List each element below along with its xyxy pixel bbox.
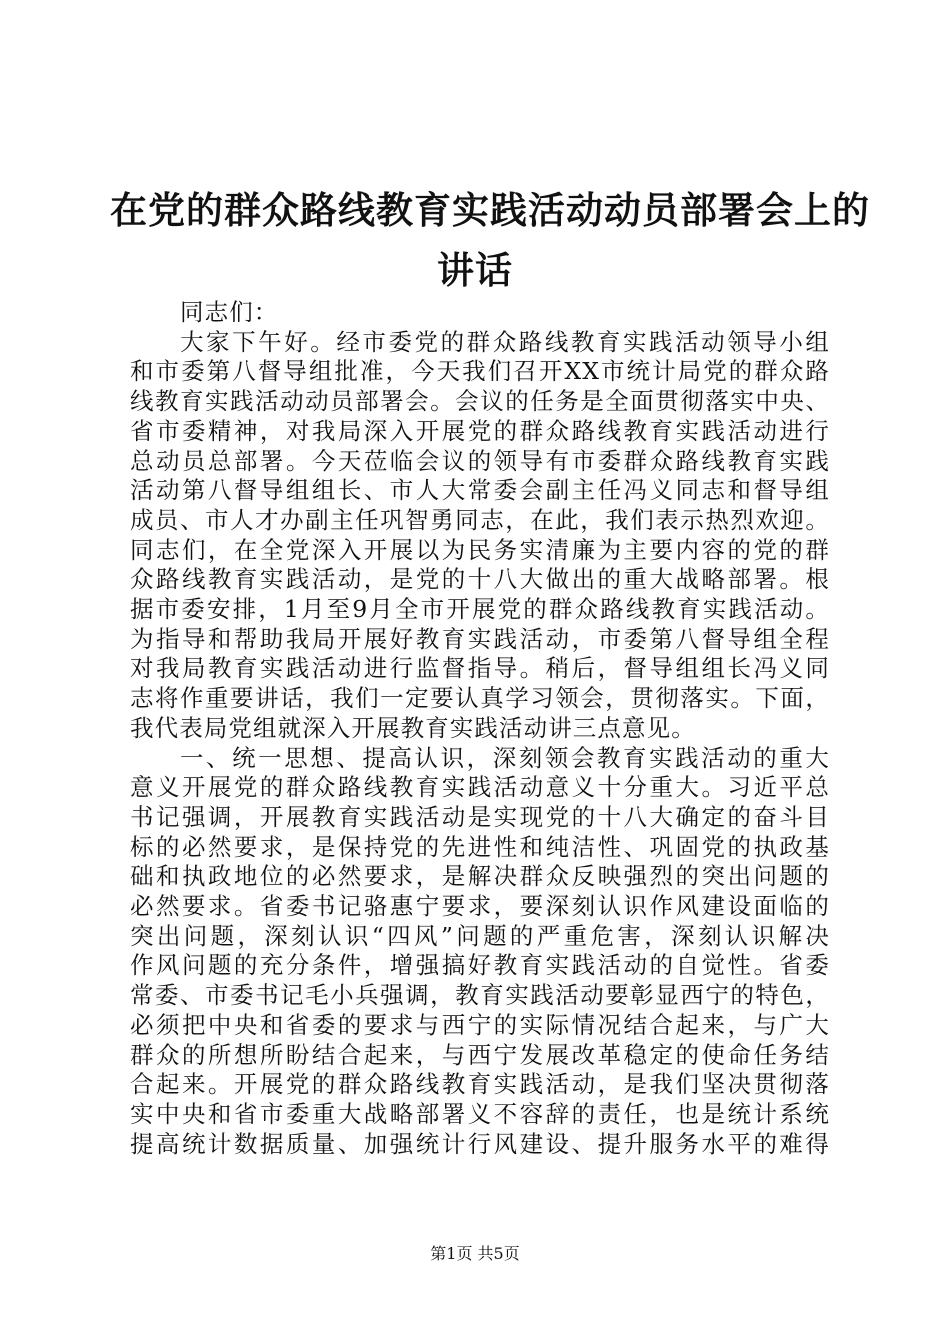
document-title-line-2: 讲话	[437, 248, 513, 292]
body-text-line: 作风问题的充分条件，增强搞好教育实践活动的自觉性。省委	[130, 951, 830, 980]
body-text-line: 据市委安排，1月至9月全市开展党的群众路线教育实践活动。	[130, 595, 830, 623]
body-text-line: 必须把中央和省委的要求与西宁的实际情况结合起来，与广大	[130, 1010, 830, 1039]
body-text-line: 大家下午好。经市委党的群众路线教育实践活动领导小组	[180, 327, 830, 356]
body-text-line: 省市委精神，对我局深入开展党的群众路线教育实践活动进行	[130, 416, 830, 445]
body-text-line: 一、统一思想、提高认识，深刻领会教育实践活动的重大	[180, 743, 830, 772]
body-text-line: 突出问题，深刻认识“四风”问题的严重危害，深刻认识解决	[130, 921, 830, 950]
body-text-line: 书记强调，开展教育实践活动是实现党的十八大确定的奋斗目	[130, 802, 830, 831]
body-text-line: 线教育实践活动动员部署会。会议的任务是全面贯彻落实中央、	[130, 387, 830, 416]
body-text-line: 总动员总部署。今天莅临会议的领导有市委群众路线教育实践	[130, 446, 830, 475]
body-text-line: 标的必然要求，是保持党的先进性和纯洁性、巩固党的执政基	[130, 832, 830, 861]
body-text-line: 提高统计数据质量、加强统计行风建设、提升服务水平的难得	[130, 1129, 830, 1158]
body-text-line: 实中央和省市委重大战略部署义不容辞的责任，也是统计系统	[130, 1099, 830, 1128]
body-text-line: 成员、市人才办副主任巩智勇同志，在此，我们表示热烈欢迎。	[130, 505, 830, 534]
body-text-line: 对我局教育实践活动进行监督指导。稍后，督导组组长冯义同	[130, 654, 830, 683]
page-footer: 第1页 共5页	[430, 1244, 520, 1263]
document-title-line-1: 在党的群众路线教育实践活动动员部署会上的	[110, 188, 870, 232]
body-text-line: 志将作重要讲话，我们一定要认真学习领会，贯彻落实。下面，	[130, 684, 830, 713]
body-text-line: 和市委第八督导组批准，今天我们召开XX市统计局党的群众路	[130, 357, 830, 386]
body-text-line: 群众的所想所盼结合起来，与西宁发展改革稳定的使命任务结	[130, 1040, 830, 1069]
body-text-line: 活动第八督导组组长、市人大常委会副主任冯义同志和督导组	[130, 476, 830, 505]
body-text-line: 合起来。开展党的群众路线教育实践活动，是我们坚决贯彻落	[130, 1070, 830, 1099]
body-text-line: 常委、市委书记毛小兵强调，教育实践活动要彰显西宁的特色，	[130, 981, 830, 1010]
body-text-line: 意义开展党的群众路线教育实践活动意义十分重大。习近平总	[130, 773, 830, 802]
body-text-line: 为指导和帮助我局开展好教育实践活动，市委第八督导组全程	[130, 624, 830, 653]
body-text-line: 我代表局党组就深入开展教育实践活动讲三点意见。	[130, 713, 696, 742]
body-text-line: 同志们，在全党深入开展以为民务实清廉为主要内容的党的群	[130, 535, 830, 564]
body-text-line: 同志们：	[180, 298, 279, 326]
body-text-line: 必然要求。省委书记骆惠宁要求，要深刻认识作风建设面临的	[130, 892, 830, 920]
body-text-line: 众路线教育实践活动，是党的十八大做出的重大战略部署。根	[130, 565, 830, 594]
body-text-line: 础和执政地位的必然要求，是解决群众反映强烈的突出问题的	[130, 862, 830, 891]
